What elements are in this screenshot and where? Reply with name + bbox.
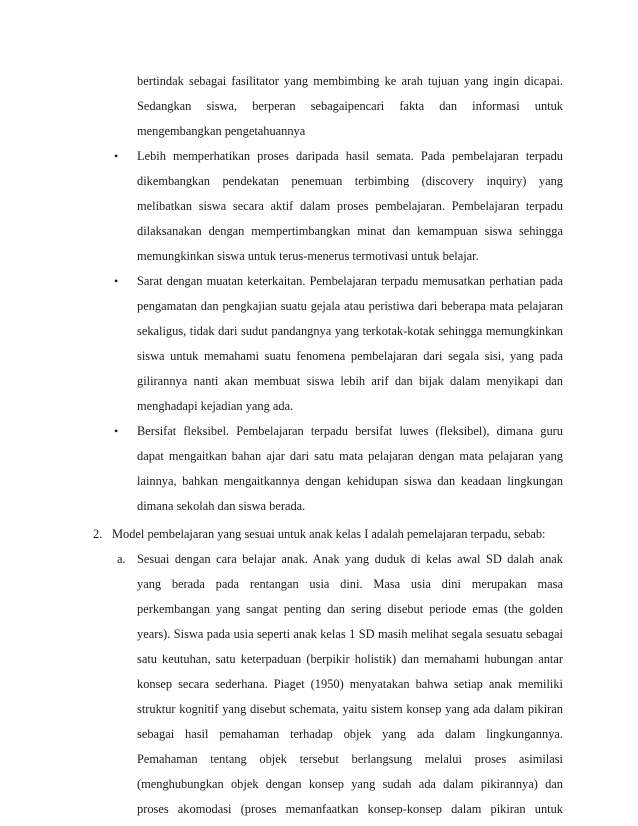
text-line: dilaksanakan dengan mempertimbangkan minat dan kemampuan siswa sehingga <box>137 224 563 238</box>
text-line: siswa untuk memahami suatu fenomena pembelajaran dari segala sisi, yang pada <box>137 349 563 363</box>
text-line: mengembangkan pengetahuannya <box>137 124 306 138</box>
text-line: sebagai hasil pemahaman terhadap objek yang ada dalam lingkungannya. <box>137 727 563 741</box>
text-line: Sesuai dengan cara belajar anak. Anak yang duduk di kelas awal SD dalah anak <box>137 552 563 566</box>
bullet-icon: • <box>114 424 119 438</box>
text-line: dikembangkan pendekatan penemuan terbimbing (discovery inquiry) yang <box>137 174 563 188</box>
text-line: perkembangan yang sangat penting dan sering disebut periode emas (the golden <box>137 602 563 616</box>
text-line: menghadapi kejadian yang ada. <box>137 399 294 413</box>
text-line: dapat mengaitkan bahan ajar dari satu mata pelajaran dengan mata pelajaran yang <box>137 449 563 463</box>
text-line: lainnya, bahkan mengaitkannya dengan kehidupan siswa dan keadaan lingkungan <box>137 474 563 488</box>
bullet-icon: • <box>114 274 119 288</box>
text-line: satu keutuhan, satu keterpaduan (berpikir holistik) dan memahami hubungan antar <box>137 652 563 666</box>
text-line: Lebih memperhatikan proses daripada hasil semata. Pada pembelajaran terpadu <box>137 149 563 163</box>
section-heading: Model pembelajaran yang sesuai untuk anak kelas I adalah pemelajaran terpadu, sebab: <box>112 527 546 541</box>
text-line: konsep secara sederhana. Piaget (1950) menyatakan bahwa setiap anak memiliki <box>137 677 563 691</box>
text-line: Bersifat fleksibel. Pembelajaran terpadu bersifat luwes (fleksibel), dimana guru <box>137 424 563 438</box>
text-line: gilirannya nanti akan membuat siswa lebih arif dan bijak dalam menyikapi dan <box>137 374 563 388</box>
text-line: Sedangkan siswa, berperan sebagaipencari fakta dan informasi untuk <box>137 99 563 113</box>
bullet-icon: • <box>114 149 119 163</box>
text-line: melibatkan siswa secara aktif dalam proses pembelajaran. Pembelajaran terpadu <box>137 199 563 213</box>
text-line: yang berada pada rentangan usia dini. Masa usia dini merupakan masa <box>137 577 563 591</box>
text-line: bertindak sebagai fasilitator yang membimbing ke arah tujuan yang ingin dicapai. <box>137 74 563 88</box>
text-line: sekaligus, tidak dari sudut pandangnya yang terkotak-kotak sehingga memungkinkan <box>137 324 563 338</box>
text-line: struktur kognitif yang disebut schemata, yaitu sistem konsep yang ada dalam pikiran <box>137 702 563 716</box>
text-line: dimana sekolah dan siswa berada. <box>137 499 306 513</box>
section-number: 2. <box>93 527 103 541</box>
text-line: Sarat dengan muatan keterkaitan. Pembelajaran terpadu memusatkan perhatian pada <box>137 274 563 288</box>
text-line: proses akomodasi (proses memanfaatkan konsep-konsep dalam pikiran untuk <box>137 802 563 816</box>
text-line: memungkinkan siswa untuk terus-menerus termotivasi untuk belajar. <box>137 249 479 263</box>
text-line: pengamatan dan pengkajian suatu gejala atau peristiwa dari beberapa mata pelajaran <box>137 299 563 313</box>
text-line: Pemahaman tentang objek tersebut berlangsung melalui proses asimilasi <box>137 752 563 766</box>
text-line: years). Siswa pada usia seperti anak kelas 1 SD masih melihat segala sesuatu sebagai <box>137 627 563 641</box>
text-line: (menghubungkan objek dengan konsep yang sudah ada dalam pikirannya) dan <box>137 777 563 791</box>
item-letter: a. <box>117 552 126 566</box>
